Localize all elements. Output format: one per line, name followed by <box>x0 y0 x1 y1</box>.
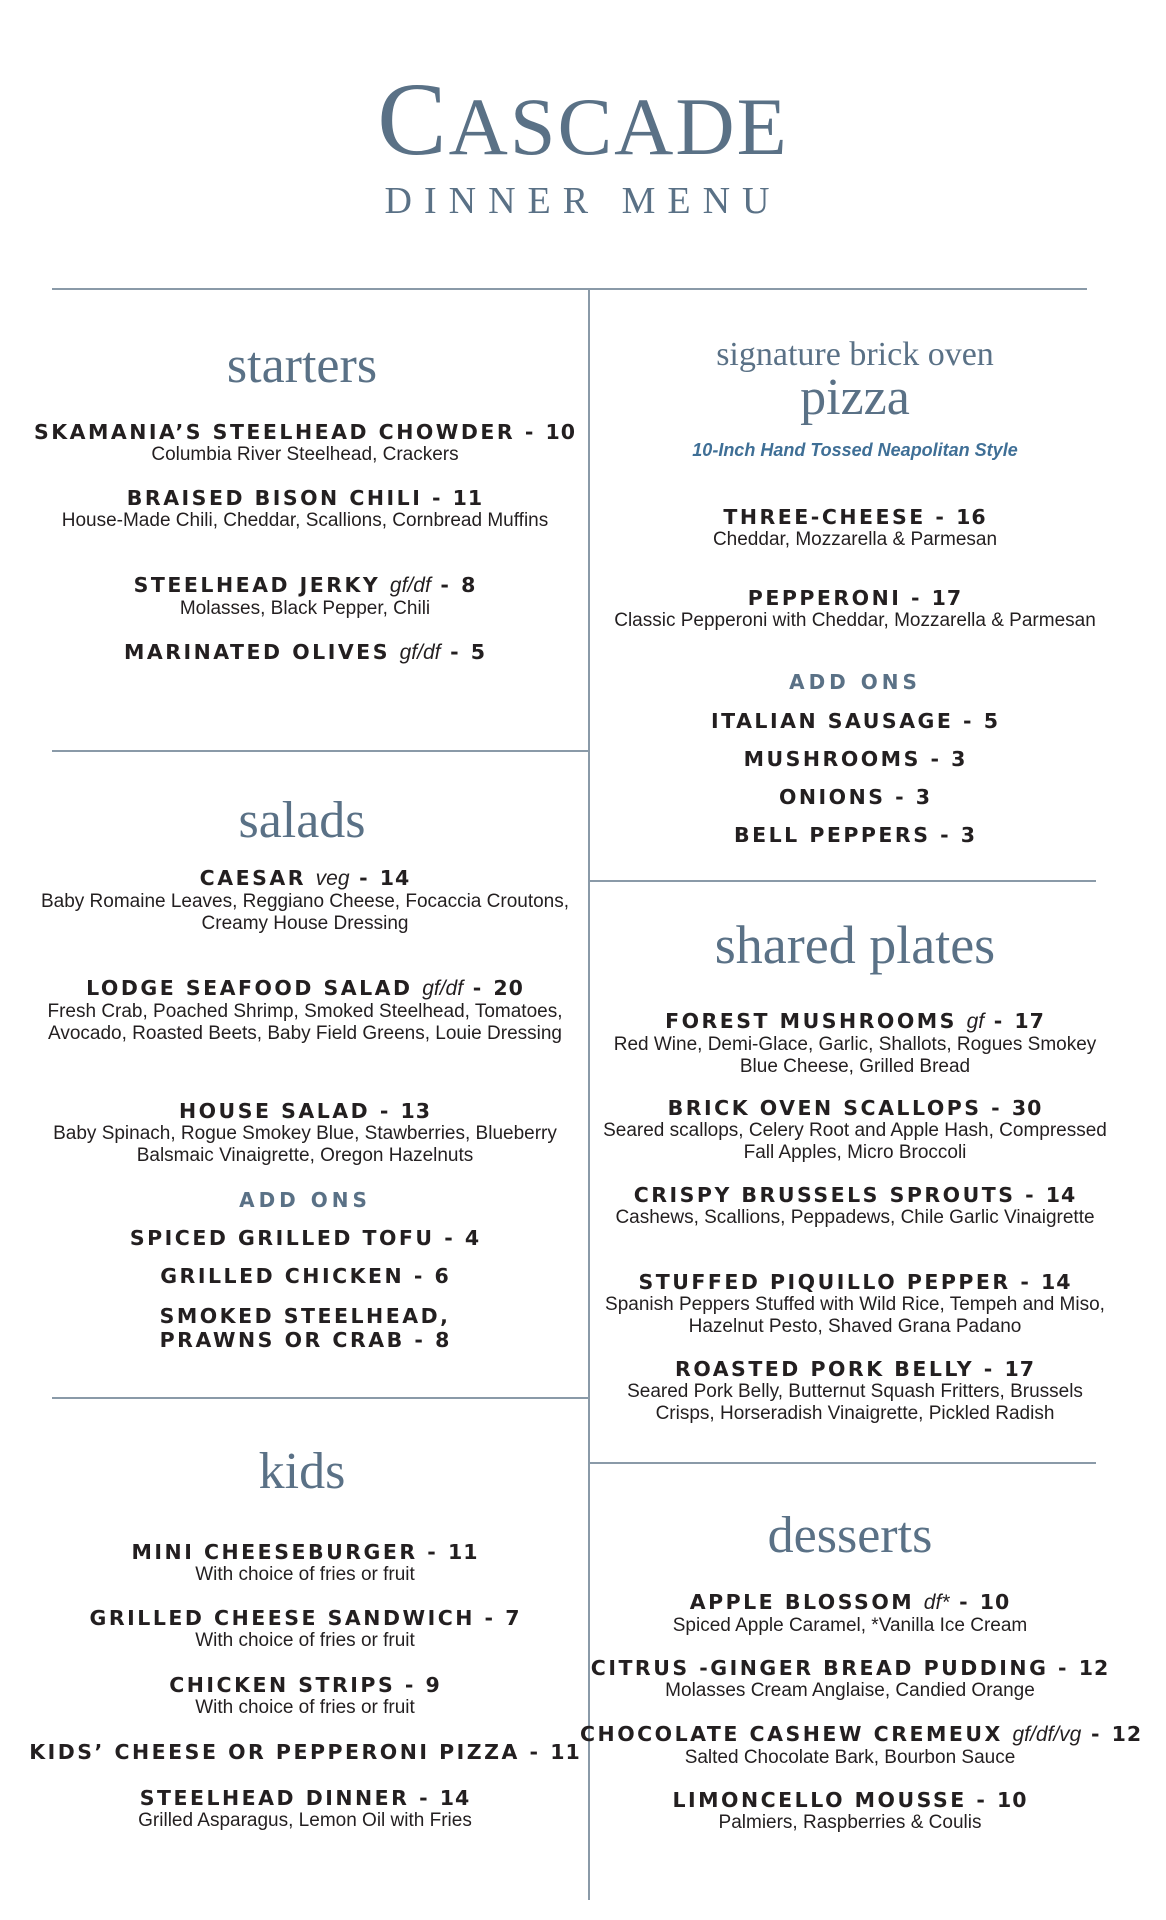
dietary-tag: veg <box>315 867 350 890</box>
item-price: 9 <box>425 1673 441 1697</box>
item-name: THREE-CHEESE - 16 <box>723 505 987 529</box>
item-price: 3 <box>951 747 967 771</box>
item-name: STEELHEAD DINNER - 14 <box>139 1786 471 1810</box>
item-description: With choice of fries or fruit <box>195 1564 415 1585</box>
item-price: 17 <box>1014 1009 1045 1033</box>
menu-item-kids-cheese-or-pepperoni-pizza <box>25 1740 585 1764</box>
item-description: Molasses Cream Anglaise, Candied Orange <box>665 1680 1035 1701</box>
brand-initial: C <box>377 62 449 177</box>
item-name: APPLE BLOSSOM df* - 10 <box>689 1590 1011 1614</box>
item-name: MINI CHEESEBURGER - 11 <box>131 1540 479 1564</box>
item-description: Baby Romaine Leaves, Reggiano Cheese, Focaccia Croutons, Creamy House Dressing <box>40 891 570 934</box>
section-title-pizza: pizza <box>800 369 910 426</box>
item-title: STEELHEAD DINNER <box>139 1786 410 1810</box>
menu-item-stuffed-piquillo-pepper <box>585 1270 1125 1338</box>
addon-smoked-steelhead <box>25 1304 585 1352</box>
item-description: With choice of fries or fruit <box>195 1697 415 1718</box>
addon-name <box>25 1304 585 1328</box>
item-price: 3 <box>915 785 932 809</box>
dietary-tag: gf/df <box>389 574 431 597</box>
item-title: ONIONS <box>778 785 886 809</box>
section-subtitle-pizza: signature brick oven <box>716 336 994 373</box>
item-name: CAESAR veg - 14 <box>199 866 411 890</box>
salads-kids-divider <box>52 1397 588 1399</box>
item-title: BRAISED BISON CHILI <box>126 486 423 510</box>
item-title: THREE-CHEESE <box>723 505 926 529</box>
item-price: 17 <box>931 586 963 610</box>
starters-salads-divider <box>52 750 588 752</box>
menu-item-lodge-seafood-salad <box>25 976 585 1045</box>
item-price: 30 <box>1011 1096 1043 1120</box>
item-price: 20 <box>493 976 524 1000</box>
item-description: Molasses, Black Pepper, Chili <box>179 598 431 619</box>
pizza-style-note: 10-Inch Hand Tossed Neapolitan Style <box>692 440 1018 460</box>
item-description: Red Wine, Demi-Glace, Garlic, Shallots, Rogues Smokey Blue Cheese, Grilled Bread <box>613 1034 1097 1077</box>
item-title: CRISPY BRUSSELS SPROUTS <box>633 1183 1016 1207</box>
menu-item-citrus-ginger-bread-pudding <box>580 1656 1120 1702</box>
item-name: FOREST MUSHROOMS gf - 17 <box>665 1009 1045 1033</box>
item-title: FOREST MUSHROOMS <box>665 1009 957 1033</box>
item-description: Baby Spinach, Rogue Smokey Blue, Stawberries, Blueberry Balsmaic Vinaigrette, Oregon Hazelnuts <box>53 1123 557 1166</box>
item-description: Spiced Apple Caramel, *Vanilla Ice Cream <box>672 1615 1028 1636</box>
section-title-kids: kids <box>258 1443 346 1500</box>
section-title-salads: salads <box>238 792 366 849</box>
menu-item-grilled-cheese-sandwich <box>25 1606 585 1652</box>
menu-item-skamania-s-steelhead-chowder <box>25 420 585 466</box>
item-title: SMOKED STEELHEAD, <box>159 1304 451 1328</box>
item-title: GRILLED CHICKEN <box>160 1264 405 1288</box>
item-name: HOUSE SALAD - 13 <box>178 1099 432 1123</box>
menu-item-steelhead-dinner <box>25 1786 585 1832</box>
menu-item-chicken-strips <box>25 1673 585 1719</box>
item-name: STEELHEAD JERKY gf/df - 8 <box>133 573 477 597</box>
addon-name: ONIONS - 3 <box>778 785 932 809</box>
pizza-addons-heading: ADD ONS <box>789 670 921 694</box>
item-price: 11 <box>447 1540 479 1564</box>
item-name: LIMONCELLO MOUSSE - 10 <box>672 1788 1028 1812</box>
item-name: SKAMANIA’S STEELHEAD CHOWDER - 10 <box>33 420 577 444</box>
item-description: Columbia River Steelhead, Crackers <box>151 444 459 465</box>
item-description: Salted Chocolate Bark, Bourbon Sauce <box>684 1747 1016 1768</box>
item-description: Cashews, Scallions, Peppadews, Chile Garlic Vinaigrette <box>615 1207 1095 1228</box>
item-price: 17 <box>1004 1357 1035 1381</box>
addon-bell-peppers <box>595 823 1115 847</box>
item-title: STUFFED PIQUILLO PEPPER <box>638 1270 1011 1294</box>
dietary-tag: gf/df <box>422 977 464 1000</box>
item-title: CHICKEN STRIPS <box>169 1673 396 1697</box>
item-price: 14 <box>379 866 411 890</box>
item-title: STEELHEAD JERKY <box>133 573 381 597</box>
menu-item-forest-mushrooms <box>585 1009 1125 1078</box>
menu-item-marinated-olives <box>25 640 585 665</box>
menu-item-house-salad <box>25 1099 585 1167</box>
item-description: House-Made Chili, Cheddar, Scallions, Cornbread Muffins <box>61 510 549 531</box>
addon-italian-sausage <box>595 709 1115 733</box>
brand-rest: ASCADE <box>448 81 789 172</box>
item-title: SPICED GRILLED TOFU <box>129 1226 435 1250</box>
item-price: 14 <box>1045 1183 1077 1207</box>
section-title-desserts: desserts <box>767 1507 933 1564</box>
item-price: 10 <box>997 1788 1028 1812</box>
item-description: Fresh Crab, Poached Shrimp, Smoked Steelhead, Tomatoes, Avocado, Roasted Beets, Baby Field Greens, Louie Dressing <box>47 1001 563 1044</box>
item-description: Spanish Peppers Stuffed with Wild Rice, Tempeh and Miso, Hazelnut Pesto, Shaved Grana Padano <box>605 1294 1105 1337</box>
dietary-tag: gf/df/vg <box>1012 1723 1082 1746</box>
item-title: HOUSE SALAD <box>178 1099 371 1123</box>
item-price: 11 <box>452 486 484 510</box>
item-title: MINI CHEESEBURGER <box>131 1540 418 1564</box>
item-name: BRICK OVEN SCALLOPS - 30 <box>667 1096 1043 1120</box>
item-price: 10 <box>979 1590 1011 1614</box>
menu-item-braised-bison-chili <box>25 486 585 532</box>
item-price: 12 <box>1111 1722 1143 1746</box>
item-price: 12 <box>1078 1656 1110 1680</box>
dietary-tag: gf <box>966 1010 985 1033</box>
menu-subtitle: DINNER MENU <box>384 180 782 222</box>
item-title: CAESAR <box>199 866 306 890</box>
item-title: ROASTED PORK BELLY <box>675 1357 975 1381</box>
item-name: CHICKEN STRIPS - 9 <box>169 1673 441 1697</box>
addon-grilled-chicken <box>25 1264 585 1288</box>
item-title: BELL PEPPERS <box>733 823 931 847</box>
item-price: 5 <box>983 709 999 733</box>
item-price: 16 <box>956 505 987 529</box>
item-description: Grilled Asparagus, Lemon Oil with Fries <box>138 1810 472 1831</box>
item-description: Cheddar, Mozzarella & Parmesan <box>712 529 998 550</box>
salads-addons-heading: ADD ONS <box>239 1188 371 1212</box>
item-price: 11 <box>550 1740 581 1764</box>
shared-desserts-divider <box>590 1462 1096 1464</box>
menu-item-limoncello-mousse <box>580 1788 1120 1834</box>
item-price: 3 <box>960 823 977 847</box>
restaurant-name <box>0 62 1166 177</box>
item-price: 13 <box>400 1099 432 1123</box>
item-name: LODGE SEAFOOD SALAD gf/df - 20 <box>86 976 524 1000</box>
menu-item-crispy-brussels-sprouts <box>585 1183 1125 1229</box>
menu-item-three-cheese <box>595 505 1115 551</box>
addon-name: ITALIAN SAUSAGE - 5 <box>711 709 999 733</box>
item-price: 10 <box>545 420 577 444</box>
item-name: ROASTED PORK BELLY - 17 <box>675 1357 1035 1381</box>
item-name: GRILLED CHEESE SANDWICH - 7 <box>89 1606 521 1630</box>
item-title: KIDS’ CHEESE OR PEPPERONI PIZZA <box>29 1740 520 1764</box>
item-name: CHOCOLATE CASHEW CREMEUX gf/df/vg - 12 <box>580 1722 1143 1746</box>
item-title-continued: PRAWNS OR CRAB <box>159 1328 405 1352</box>
item-title: CITRUS -GINGER BREAD PUDDING <box>590 1656 1049 1680</box>
item-title: MUSHROOMS <box>743 747 921 771</box>
item-name: CITRUS -GINGER BREAD PUDDING - 12 <box>590 1656 1110 1680</box>
top-divider <box>52 288 1087 290</box>
pizza-shared-divider <box>590 880 1096 882</box>
item-price: 6 <box>434 1264 450 1288</box>
item-price: 8 <box>435 1328 451 1352</box>
menu-item-roasted-pork-belly <box>585 1357 1125 1425</box>
addon-mushrooms <box>595 747 1115 771</box>
section-title-shared-plates: shared plates <box>714 915 996 975</box>
item-name: PEPPERONI - 17 <box>747 586 963 610</box>
item-title: GRILLED CHEESE SANDWICH <box>89 1606 475 1630</box>
item-title: BRICK OVEN SCALLOPS <box>667 1096 982 1120</box>
item-title: CHOCOLATE CASHEW CREMEUX <box>580 1722 1003 1746</box>
menu-item-steelhead-jerky <box>25 573 585 620</box>
item-title: ITALIAN SAUSAGE <box>711 709 954 733</box>
item-price: 14 <box>439 1786 471 1810</box>
item-name: KIDS’ CHEESE OR PEPPERONI PIZZA - 11 <box>29 1740 581 1764</box>
addon-onions <box>595 785 1115 809</box>
dietary-tag: df* <box>923 1591 950 1614</box>
item-description: Classic Pepperoni with Cheddar, Mozzarella & Parmesan <box>614 610 1096 631</box>
addon-name: MUSHROOMS - 3 <box>743 747 967 771</box>
addon-spiced-grilled-tofu <box>25 1226 585 1250</box>
menu-item-brick-oven-scallops <box>585 1096 1125 1164</box>
menu-item-chocolate-cashew-cremeux <box>580 1722 1143 1769</box>
addon-name: SPICED GRILLED TOFU - 4 <box>129 1226 481 1250</box>
item-price: 7 <box>505 1606 521 1630</box>
item-description: Seared scallops, Celery Root and Apple Hash, Compressed Fall Apples, Micro Broccoli <box>603 1120 1107 1163</box>
menu-item-apple-blossom <box>580 1590 1120 1637</box>
item-description: With choice of fries or fruit <box>195 1630 415 1651</box>
menu-item-pepperoni <box>595 586 1115 632</box>
addon-name-line-2: PRAWNS OR CRAB - 8 <box>159 1328 451 1352</box>
item-price: 5 <box>470 640 487 664</box>
item-name: CRISPY BRUSSELS SPROUTS - 14 <box>633 1183 1077 1207</box>
dietary-tag: gf/df <box>399 641 441 664</box>
item-title: PEPPERONI <box>747 586 902 610</box>
addon-name: BELL PEPPERS - 3 <box>733 823 977 847</box>
item-title: APPLE BLOSSOM <box>689 1590 915 1614</box>
menu-item-caesar <box>25 866 585 935</box>
item-title: LODGE SEAFOOD SALAD <box>86 976 413 1000</box>
item-title: LIMONCELLO MOUSSE <box>672 1788 967 1812</box>
item-price: 8 <box>461 573 477 597</box>
menu-item-mini-cheeseburger <box>25 1540 585 1586</box>
item-title: MARINATED OLIVES <box>123 640 390 664</box>
section-title-starters: starters <box>226 337 378 394</box>
menu-header <box>0 0 1166 240</box>
item-price: 14 <box>1041 1270 1072 1294</box>
item-description: Seared Pork Belly, Butternut Squash Fritters, Brussels Crisps, Horseradish Vinaigrette, Pickled Radish <box>627 1381 1083 1424</box>
item-title: SKAMANIA’S STEELHEAD CHOWDER <box>33 420 516 444</box>
item-name: BRAISED BISON CHILI - 11 <box>126 486 484 510</box>
item-name: STUFFED PIQUILLO PEPPER - 14 <box>638 1270 1072 1294</box>
item-description: Palmiers, Raspberries & Coulis <box>718 1812 982 1833</box>
item-price: 4 <box>464 1226 481 1250</box>
item-name: MARINATED OLIVES gf/df - 5 <box>123 640 487 664</box>
addon-name: GRILLED CHICKEN - 6 <box>160 1264 450 1288</box>
